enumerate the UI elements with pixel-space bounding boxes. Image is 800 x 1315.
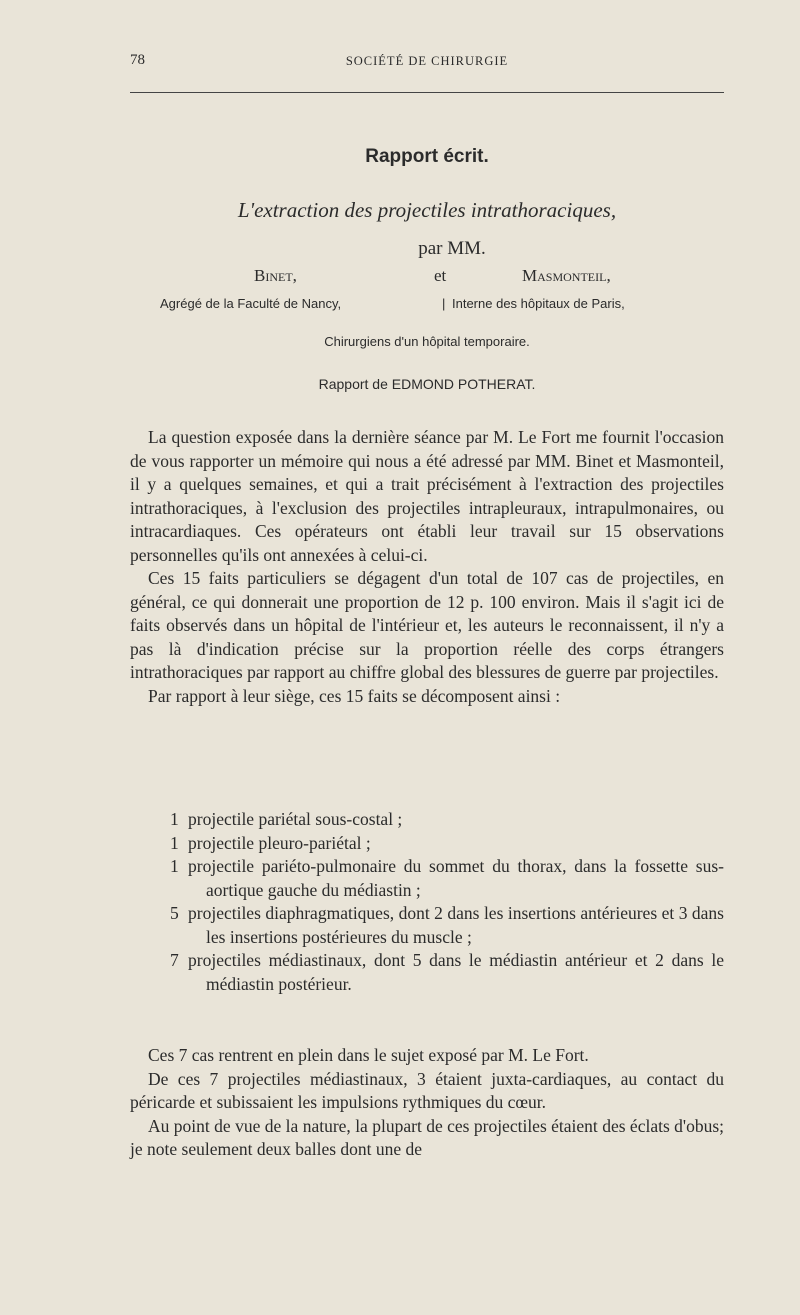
by-line: par MM.: [418, 238, 486, 259]
list-item: [130, 949, 724, 996]
author-masmonteil: Masmonteil,: [522, 266, 611, 285]
list-item-number: 7: [170, 950, 179, 970]
body-text-continued: [130, 1044, 724, 1162]
paragraph: Au point de vue de la nature, la plupart de ces projectiles étaient des éclats d'obus; je note seulement deux balles dont une de: [130, 1115, 724, 1159]
paragraph: Par rapport à leur siège, ces 15 faits se décomposent ainsi :: [148, 685, 561, 706]
paragraph: La question exposée dans la dernière séance par M. Le Fort me fournit l'occasion de vous rapporter un mémoire qui nous a été adressé par MM. Binet et Masmonteil, il y a quelques semaines, et qui a trait précisément à l'extraction des projectiles intrathoraciques, à l'exclusion des projectiles intrapleuraux, intrapulmonaires, ou intracardiaques. Ces opérateurs ont établi leur travail sur 15 observations personnelles qu'ils ont annexées à celui-ci.: [130, 427, 724, 565]
affiliation-separator: |: [442, 296, 446, 311]
list-item: [130, 902, 724, 949]
paragraph: Ces 15 faits particuliers se dégagent d'un total de 107 cas de projectiles, en général, ce qui donnerait une proportion de 12 p. 100 environ. Mais il s'agit ici de faits observés dans un hôpital de l'intérieur et, les auteurs le reconnaissent, il n'y a pas là d'indication précise sur la proportion réelle des corps étrangers intrathoraciques par rapport au chiffre global des blessures de guerre par projectiles.: [130, 568, 724, 682]
list-item-text: projectile pleuro-pariétal ;: [188, 832, 371, 853]
report-title: Rapport écrit.: [365, 146, 489, 167]
list-item: [130, 832, 724, 856]
page-number: 78: [130, 52, 145, 68]
affiliation-masmonteil: Interne des hôpitaux de Paris,: [452, 296, 625, 311]
report-by-line: Rapport de EDMOND POTHERAT.: [318, 376, 536, 392]
author-binet: Binet,: [254, 266, 297, 285]
list-item-text: projectiles médiastinaux, dont 5 dans le médiastin antérieur et 2 dans le médiastin postérieur.: [188, 950, 724, 994]
list-item-number: 1: [170, 856, 179, 876]
header-rule: [130, 92, 724, 93]
page-header: [130, 52, 724, 76]
body-text-intro: [130, 426, 724, 708]
paragraph: Ces 7 cas rentrent en plein dans le sujet exposé par M. Le Fort.: [148, 1045, 589, 1065]
authors-line: [130, 266, 724, 290]
list-item-text: projectile pariétal sous-costal ;: [188, 809, 403, 829]
running-head: SOCIÉTÉ DE CHIRURGIE: [345, 54, 509, 68]
report-subtitle: L'extraction des projectiles intrathoraciques,: [237, 198, 617, 222]
list-item-number: 1: [170, 809, 179, 829]
projectile-list: [130, 808, 724, 996]
author-conjunction: et: [434, 266, 447, 285]
list-item: [130, 808, 724, 832]
list-item: [130, 855, 724, 902]
paragraph: De ces 7 projectiles médiastinaux, 3 étaient juxta-cardiaques, au contact du péricarde et subissaient les impulsions rythmiques du cœur.: [130, 1068, 724, 1112]
list-item-number: 5: [170, 903, 179, 923]
list-item-text: projectile pariéto-pulmonaire du sommet du thorax, dans la fossette sus-aortique gauche du médiastin ;: [188, 856, 724, 900]
affiliations-line: [130, 296, 724, 316]
list-item-number: 1: [170, 832, 179, 853]
list-item-text: projectiles diaphragmatiques, dont 2 dans les insertions antérieures et 3 dans les insertions postérieures du muscle ;: [188, 903, 724, 947]
surgeons-line: Chirurgiens d'un hôpital temporaire.: [324, 334, 530, 349]
affiliation-binet: Agrégé de la Faculté de Nancy,: [160, 296, 342, 311]
